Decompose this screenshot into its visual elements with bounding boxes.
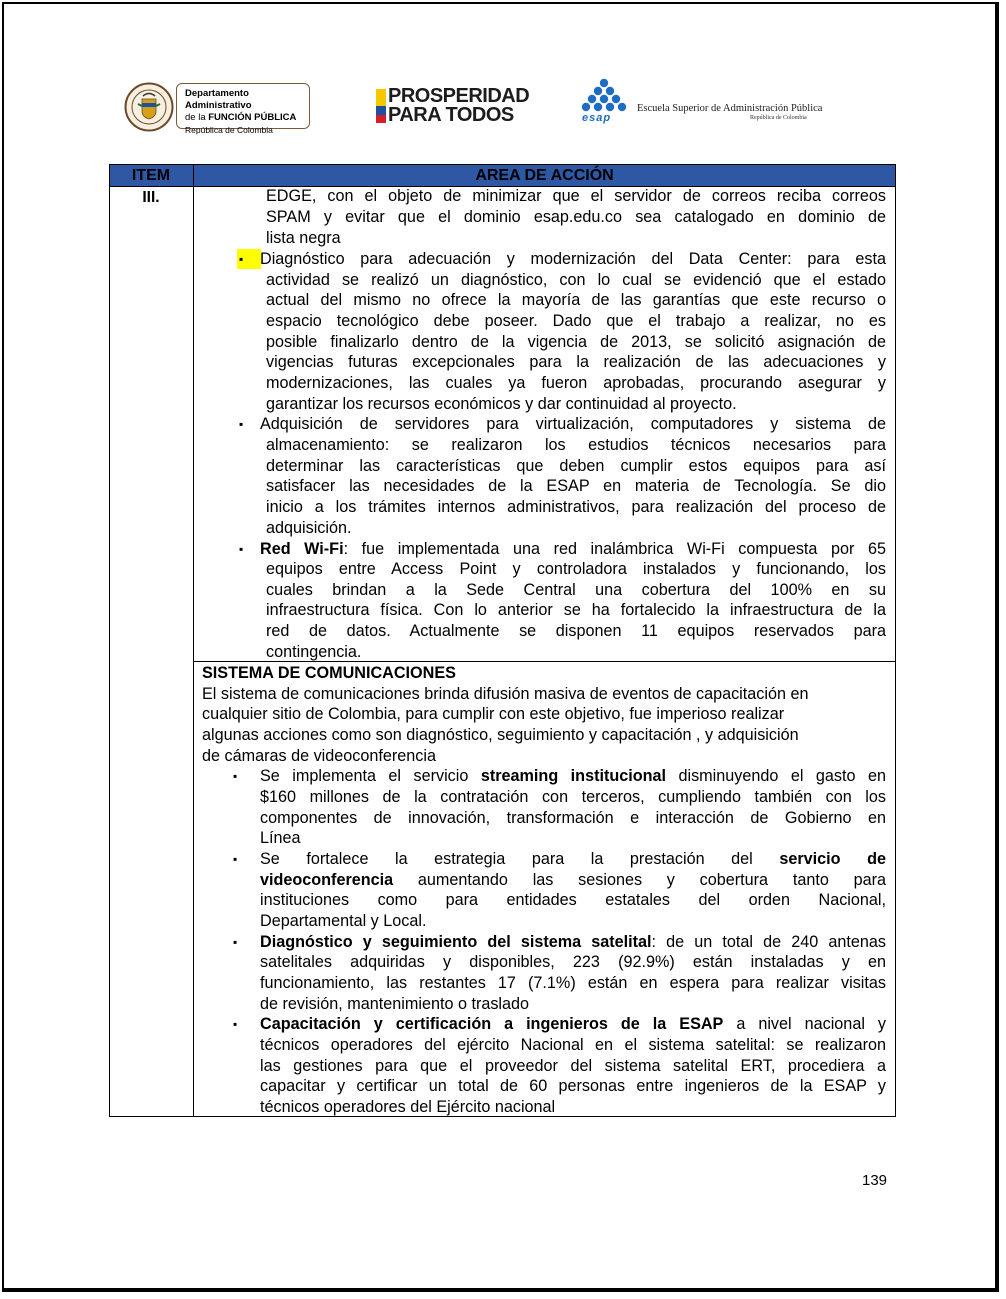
text-line: posible finalizarlo dentro de la vigencia de 2013, se solicitó asignación de — [266, 333, 886, 351]
bullet-icon: ▪ — [233, 935, 238, 949]
text-span: : de un total de 240 antenas — [651, 933, 886, 951]
esap-logo — [580, 78, 823, 128]
esap-wordmark: esap — [582, 112, 612, 124]
text-line: cuales brindan a la Sede Central una cobertura del 100% en su — [266, 581, 886, 599]
bold-term: streaming institucional — [480, 767, 667, 785]
table-header-row — [109, 164, 896, 186]
text-line — [260, 870, 886, 891]
bold-term: Red Wi-Fi — [260, 540, 344, 558]
text-line: algunas acciones como son diagnóstico, seguimiento y capacitación , y adquisición — [202, 726, 799, 744]
text-span: Se implementa el servicio — [260, 767, 481, 785]
dafp-logo — [124, 82, 312, 135]
text-span: Se fortalece la estrategia para la prestación del — [260, 850, 780, 868]
text-line: espacio tecnológico debe poseer. Dado que el trabajo a realizar, no es — [266, 312, 886, 330]
text-span: aumentando las sesiones y cobertura tanto para — [393, 871, 886, 889]
text-line: cualquier sitio de Colombia, para cumplir con este objetivo, fue imperioso realizar — [202, 705, 785, 723]
text-line: capacitar y certificar un total de 60 personas entre ingenieros de la ESAP y — [260, 1077, 886, 1095]
prosperidad-line2: PARA TODOS — [388, 104, 514, 126]
text-line: $160 millones de la contratación con terceros, cumpliendo también con los — [260, 788, 886, 806]
dafp-name-box — [176, 83, 310, 135]
bullet-icon: ▪ — [239, 542, 244, 556]
text-line: Diagnóstico para adecuación y modernización del Data Center: para esta — [260, 250, 886, 268]
bullet-icon: ▪ — [239, 417, 244, 431]
bold-term: videoconferencia — [260, 871, 394, 889]
text-line: almacenamiento: se realizaron los estudios técnicos necesarios para — [266, 436, 886, 454]
text-line — [260, 932, 886, 953]
text-line: inicio a los trámites internos administrativos, para realización del proceso de — [266, 498, 886, 516]
text-line — [260, 766, 886, 787]
action-table — [109, 164, 896, 1117]
text-line: actual del mismo no ofrece la mayoría de las garantías que este recurso o — [266, 291, 886, 309]
bullet-icon: ▪ — [233, 1017, 238, 1031]
text-line: infraestructura física. Con lo anterior se ha fortalecido la infraestructura de la — [266, 601, 886, 619]
text-line: contingencia. — [266, 643, 362, 661]
bold-term: Diagnóstico y seguimiento del sistema satelital — [260, 933, 652, 951]
text-line: funcionamiento, las restantes 17 (7.1%) están en espera para realizar visitas — [260, 974, 886, 992]
text-line — [260, 539, 886, 560]
dafp-line2-bold: FUNCIÓN PÚBLICA — [208, 112, 297, 123]
dafp-line3: República de Colombia — [185, 125, 273, 135]
text-line: SPAM y evitar que el dominio esap.edu.co sea catalogado en dominio de — [266, 208, 886, 226]
prosperidad-logo — [376, 87, 528, 127]
text-span: a nivel nacional y — [723, 1015, 886, 1033]
text-line: equipos entre Access Point y controladora instalados y funcionando, los — [266, 560, 886, 578]
header-area: AREA DE ACCIÓN — [475, 167, 614, 184]
text-line: modernizaciones, las cuales ya fueron aprobadas, procurando asegurar y — [266, 374, 886, 392]
bullet-icon: ▪ — [233, 769, 238, 783]
text-line: técnicos operadores del Ejército nacional — [260, 1098, 556, 1116]
text-span: : fue implementada una red inalámbrica Wi-Fi compuesta por 65 — [343, 540, 886, 558]
header-item: ITEM — [131, 167, 171, 184]
text-line: las gestiones para que el proveedor del sistema satelital ERT, procediera a — [260, 1057, 886, 1075]
text-line: Línea — [260, 829, 301, 847]
text-line: adquisición. — [266, 519, 352, 537]
esap-subtitle: República de Colombia — [750, 115, 807, 121]
bullet-icon: ▪ — [233, 852, 238, 866]
dafp-line1: Departamento Administrativo — [185, 88, 252, 111]
bold-term: servicio de — [779, 850, 886, 868]
colombia-flag-icon — [376, 89, 386, 123]
text-line: red de datos. Actualmente se disponen 11 equipos reservados para — [266, 622, 886, 640]
dafp-line2-prefix: de la — [185, 112, 209, 123]
text-line: Departamental y Local. — [260, 912, 427, 930]
section-title: SISTEMA DE COMUNICACIONES — [202, 664, 456, 682]
text-line: instituciones como para entidades estatales del orden Nacional, — [260, 891, 886, 909]
colombia-coat-of-arms-icon — [124, 82, 174, 132]
text-line — [260, 849, 886, 870]
text-line — [260, 1014, 886, 1035]
text-line: vigencias futuras excepcionales para la realización de las adecuaciones y — [266, 353, 886, 371]
text-line: actividad se realizó un diagnóstico, con lo cual se evidenció que el estado — [266, 271, 886, 289]
text-line: componentes de innovación, transformación e interacción de Gobierno en — [260, 809, 886, 827]
item-number: III. — [142, 189, 160, 206]
text-line: satelitales adquiridas y disponibles, 223 (92.9%) están instaladas y en — [260, 953, 886, 971]
text-line: de revisión, mantenimiento o traslado — [260, 995, 530, 1013]
text-line: Adquisición de servidores para virtualización, computadores y sistema de — [260, 415, 886, 433]
text-line: determinar las características que deben cumplir estos equipos para así — [266, 457, 886, 475]
page-number: 139 — [862, 1172, 888, 1189]
prosperidad-line1: PROSPERIDAD — [388, 85, 530, 107]
text-line: El sistema de comunicaciones brinda difusión masiva de eventos de capacitación en — [202, 685, 809, 703]
esap-title: Escuela Superior de Administración Pública — [637, 103, 823, 114]
bold-term: Capacitación y certificación a ingenieros de la ESAP — [260, 1015, 724, 1033]
bullet-icon: ▪ — [237, 249, 261, 269]
text-line: satisfacer las necesidades de la ESAP en materia de Tecnología. Se dio — [266, 477, 886, 495]
text-line: EDGE, con el objeto de minimizar que el servidor de correos reciba correos — [266, 187, 886, 205]
text-line: técnicos operadores del ejército Nacional en el sistema satelital: se realizaron — [260, 1036, 886, 1054]
text-line: de cámaras de videoconferencia — [202, 747, 436, 765]
text-span: disminuyendo el gasto en — [666, 767, 886, 785]
text-line: garantizar los recursos económicos y dar continuidad al proyecto. — [266, 395, 737, 413]
text-line: lista negra — [266, 229, 341, 247]
